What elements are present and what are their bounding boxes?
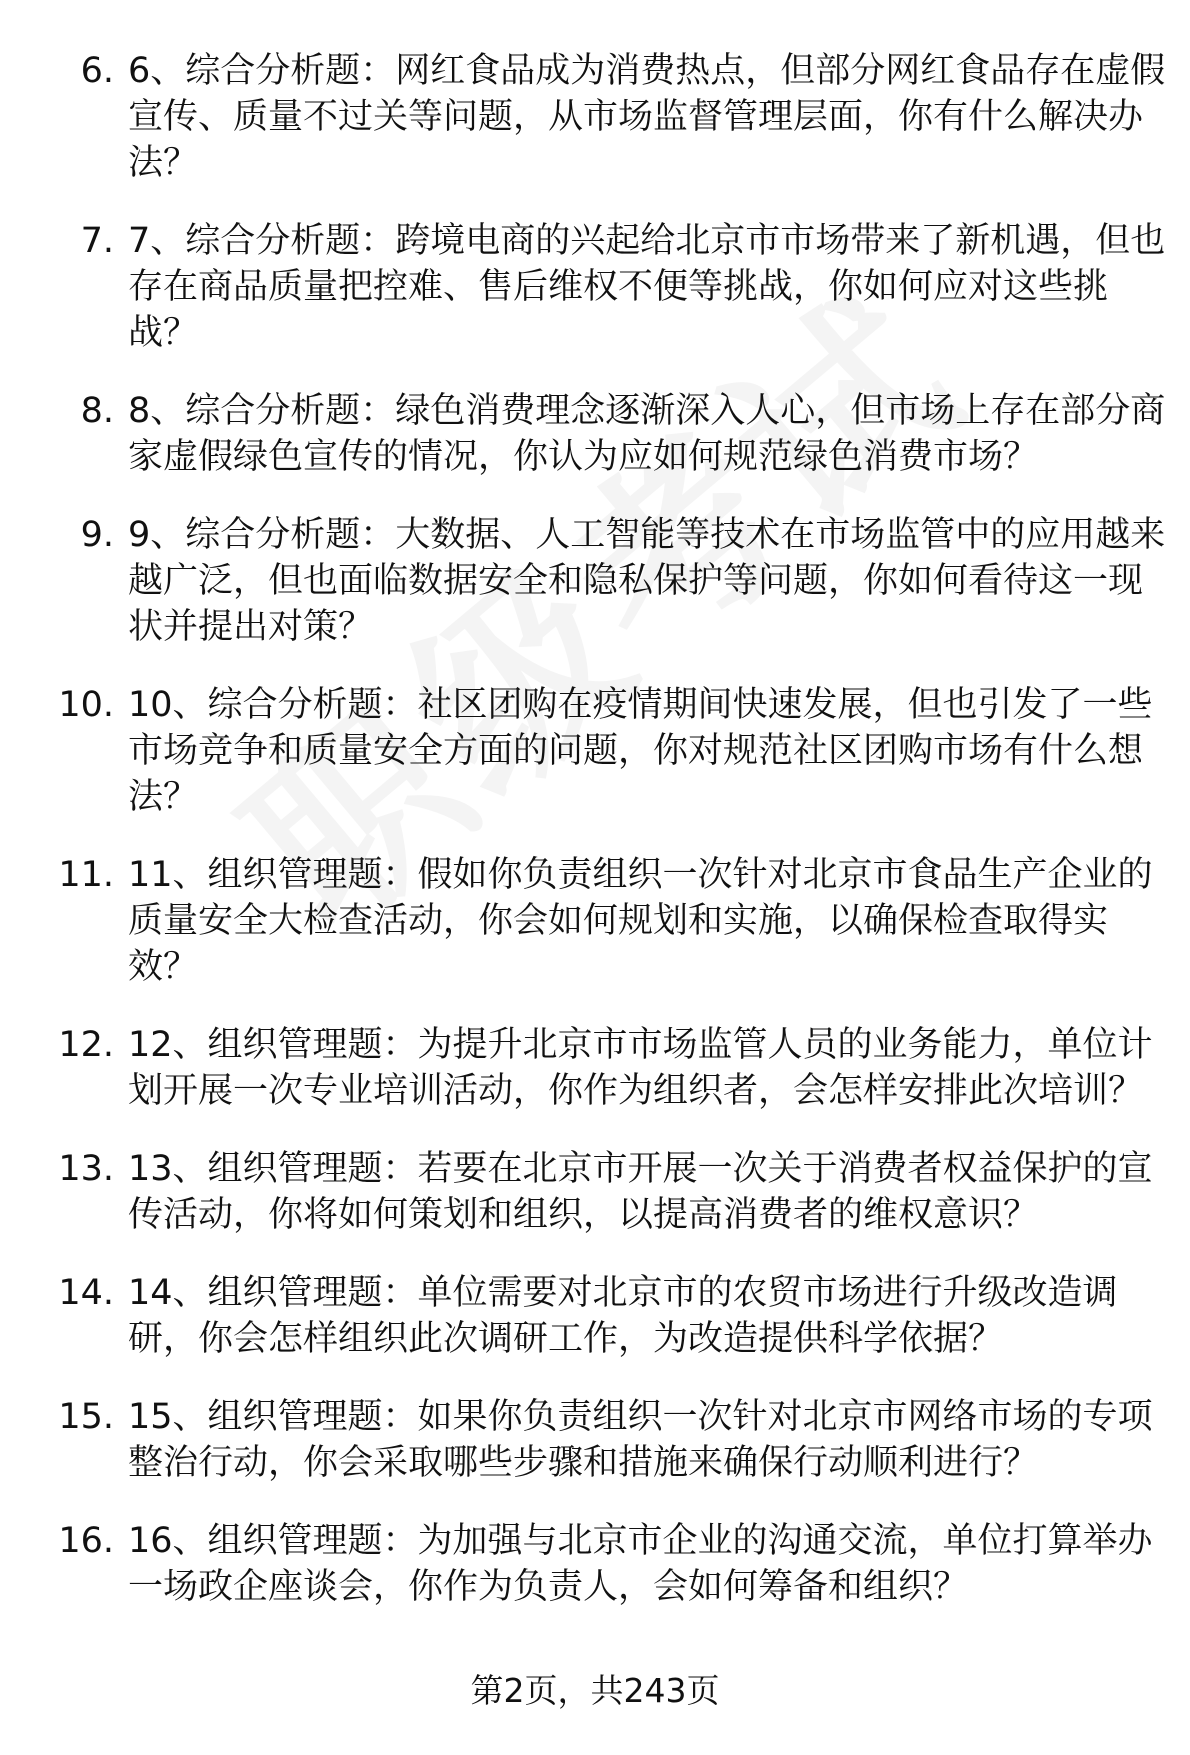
list-item: [0, 682, 1190, 820]
item-number: 16.: [58, 1521, 114, 1561]
item-number: 10.: [58, 685, 114, 725]
item-text: 14、组织管理题：单位需要对北京市的农贸市场进行升级改造调研，你会怎样组织此次调研工作，为改造提供科学依据？: [128, 1273, 1118, 1359]
list-item: [0, 388, 1190, 480]
item-number: 12.: [58, 1025, 114, 1065]
item-text: 10、综合分析题：社区团购在疫情期间快速发展，但也引发了一些市场竞争和质量安全方面的问题，你对规范社区团购市场有什么想法？: [128, 685, 1153, 817]
list-item: [0, 512, 1190, 650]
item-number: 13.: [58, 1149, 114, 1189]
item-number: 15.: [58, 1397, 114, 1437]
list-item: [0, 1270, 1190, 1362]
list-item: [0, 1394, 1190, 1486]
list-item: [0, 48, 1190, 186]
list-item: [0, 1022, 1190, 1114]
list-item: [0, 1146, 1190, 1238]
item-text: 16、组织管理题：为加强与北京市企业的沟通交流，单位打算举办一场政企座谈会，你作为负责人，会如何筹备和组织？: [128, 1521, 1153, 1607]
question-list: [0, 48, 1190, 1642]
item-text: 7、综合分析题：跨境电商的兴起给北京市市场带来了新机遇，但也存在商品质量把控难、售后维权不便等挑战，你如何应对这些挑战？: [128, 221, 1166, 353]
item-text: 9、综合分析题：大数据、人工智能等技术在市场监管中的应用越来越广泛，但也面临数据安全和隐私保护等问题，你如何看待这一现状并提出对策？: [128, 515, 1166, 647]
item-text: 13、组织管理题：若要在北京市开展一次关于消费者权益保护的宣传活动，你将如何策划和组织，以提高消费者的维权意识？: [128, 1149, 1153, 1235]
item-number: 9.: [80, 515, 114, 555]
page-number-label: 第2页，共243页: [470, 1671, 720, 1710]
item-number: 11.: [58, 855, 114, 895]
item-text: 15、组织管理题：如果你负责组织一次针对北京市网络市场的专项整治行动，你会采取哪些步骤和措施来确保行动顺利进行？: [128, 1397, 1153, 1483]
list-item: [0, 218, 1190, 356]
item-number: 14.: [58, 1273, 114, 1313]
page-footer: [0, 1668, 1190, 1714]
item-number: 7.: [80, 221, 114, 261]
item-number: 6.: [80, 51, 114, 91]
item-text: 6、综合分析题：网红食品成为消费热点，但部分网红食品存在虚假宣传、质量不过关等问题，从市场监督管理层面，你有什么解决办法？: [128, 51, 1166, 183]
list-item: [0, 1518, 1190, 1610]
item-number: 8.: [80, 391, 114, 431]
list-item: [0, 852, 1190, 990]
item-text: 11、组织管理题：假如你负责组织一次针对北京市食品生产企业的质量安全大检查活动，你会如何规划和实施，以确保检查取得实效？: [128, 855, 1153, 987]
item-text: 12、组织管理题：为提升北京市市场监管人员的业务能力，单位计划开展一次专业培训活动，你作为组织者，会怎样安排此次培训？: [128, 1025, 1153, 1111]
item-text: 8、综合分析题：绿色消费理念逐渐深入人心，但市场上存在部分商家虚假绿色宣传的情况，你认为应如何规范绿色消费市场？: [128, 391, 1166, 477]
